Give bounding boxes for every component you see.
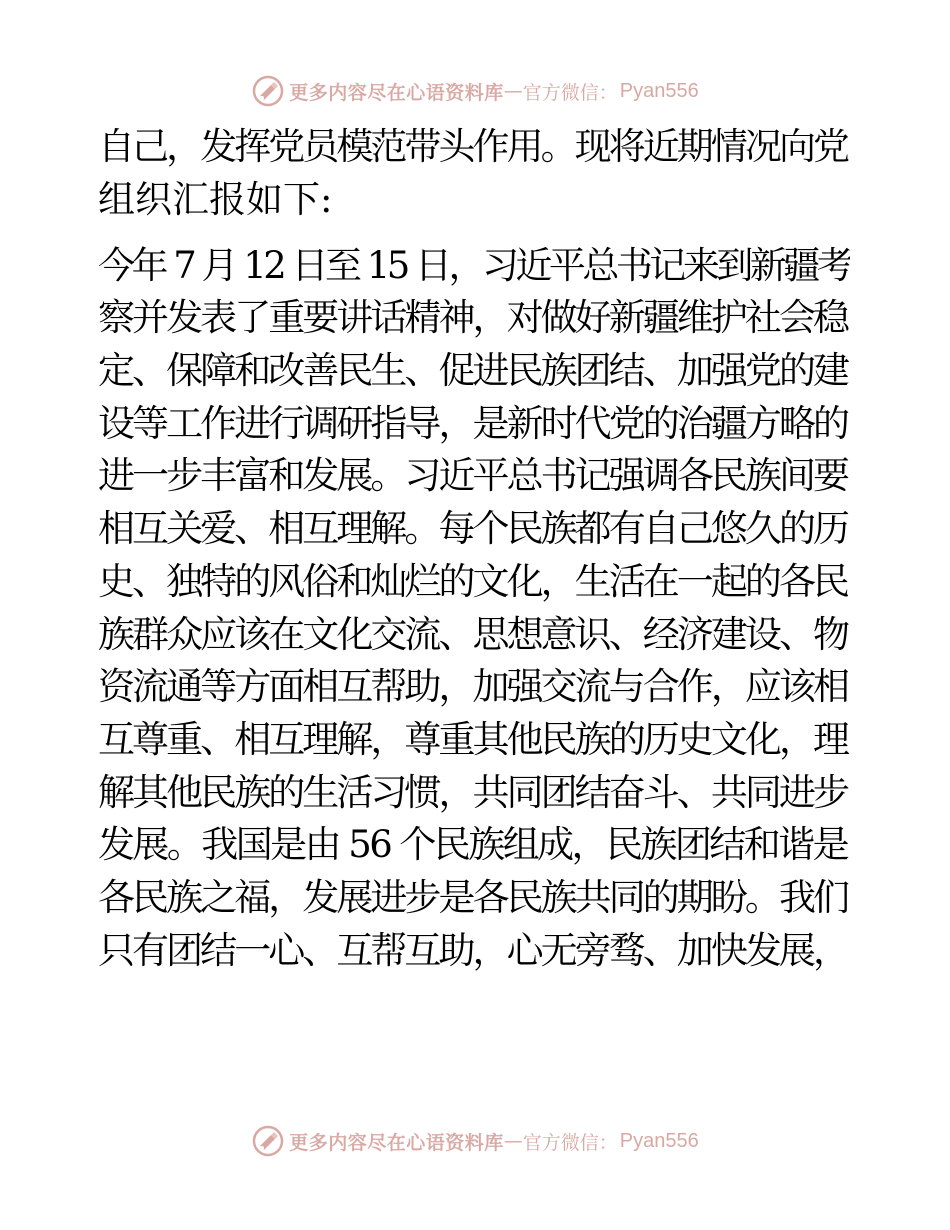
text-line: 设等工作进行调研指导，是新时代党的治疆方略的 bbox=[98, 401, 848, 445]
watermark-separator: — bbox=[503, 1130, 523, 1152]
text-line: 自己，发挥党员模范带头作用。现将近期情况向党 bbox=[98, 125, 848, 168]
watermark-contact-label: 官方微信： bbox=[522, 81, 618, 104]
watermark-separator: — bbox=[503, 80, 523, 102]
text-line: 史、独特的风俗和灿烂的文化，生活在一起的各民 bbox=[98, 559, 848, 603]
text-line: 互尊重、相互理解，尊重其他民族的历史文化，理 bbox=[98, 717, 848, 761]
text-line: 察并发表了重要讲话精神，对做好新疆维护社会稳 bbox=[98, 296, 848, 340]
text-line: 今年 7 月 12 日至 15 日，习近平总书记来到新疆考 bbox=[98, 243, 850, 287]
text-line: 解其他民族的生活习惯，共同团结奋斗、共同进步 bbox=[98, 770, 848, 814]
text-line: 定、保障和改善民生、促进民族团结、加强党的建 bbox=[98, 349, 848, 393]
text-line: 各民族之福，发展进步是各民族共同的期盼。我们 bbox=[98, 875, 848, 919]
watermark-text: 更多内容尽在心语资料库 bbox=[289, 81, 504, 104]
watermark-contact-label: 官方微信： bbox=[522, 1131, 618, 1154]
watermark-contact-id: Pyan556 bbox=[619, 1129, 699, 1152]
text-line: 组织汇报如下: bbox=[98, 177, 333, 221]
text-line: 进一步丰富和发展。习近平总书记强调各民族间要 bbox=[98, 454, 848, 498]
footer-watermark-banner bbox=[0, 1121, 950, 1161]
text-line: 只有团结一心、互帮互助，心无旁骛、加快发展， bbox=[98, 928, 848, 972]
text-line: 相互关爱、相互理解。每个民族都有自己悠久的历 bbox=[98, 507, 848, 551]
text-line: 发展。我国是由 56 个民族组成，民族团结和谐是 bbox=[98, 823, 848, 867]
paragraph-intro bbox=[98, 125, 850, 222]
watermark-contact-id: Pyan556 bbox=[619, 79, 699, 102]
text-line: 族群众应该在文化交流、思想意识、经济建设、物 bbox=[98, 612, 848, 656]
paragraph-report bbox=[98, 244, 850, 973]
document-body bbox=[98, 125, 850, 981]
watermark-text: 更多内容尽在心语资料库 bbox=[289, 1131, 504, 1154]
text-line: 资流通等方面相互帮助，加强交流与合作，应该相 bbox=[98, 665, 848, 709]
header-watermark-banner bbox=[0, 71, 950, 111]
hand-pen-logo-icon bbox=[251, 74, 285, 108]
hand-pen-logo-icon bbox=[251, 1124, 285, 1158]
